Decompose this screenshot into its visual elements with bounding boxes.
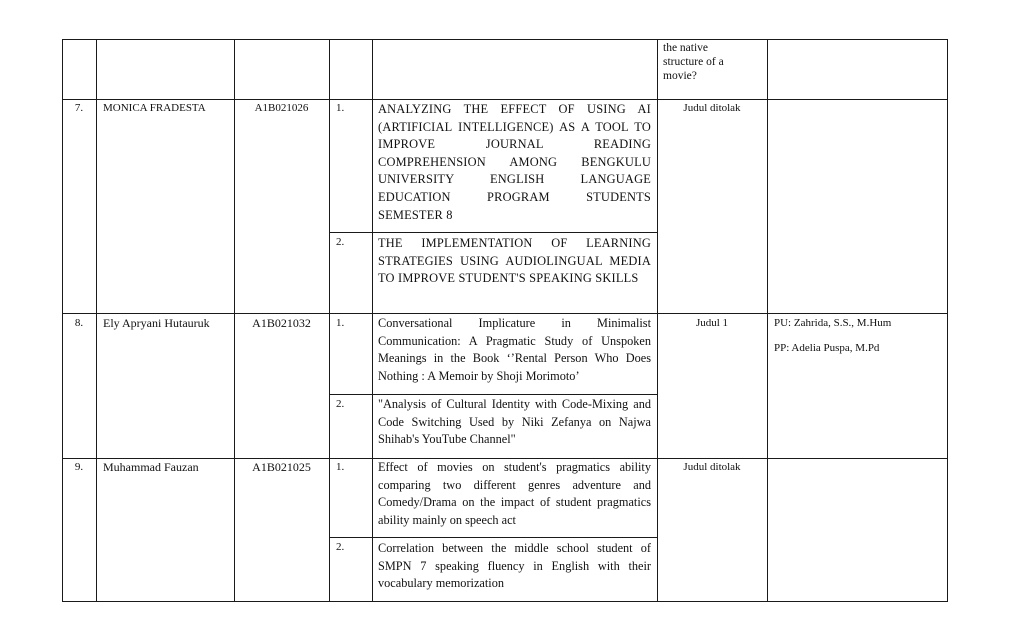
student-nim: A1B021032 (252, 316, 311, 330)
title-text: Correlation between the middle school student of SMPN 7 speaking fluency in English with their vocabulary memorization (378, 541, 651, 591)
title-index: 2. (336, 236, 345, 248)
status-line: the native (663, 42, 709, 54)
column-divider (767, 39, 768, 602)
status-cell (663, 41, 763, 83)
table-border-bottom (62, 601, 948, 602)
title-divider (329, 537, 658, 538)
column-divider (96, 39, 97, 602)
title-text: THE IMPLEMENTATION OF LEARNING STRATEGIES USING AUDIOLINGUAL MEDIA TO IMPROVE STUDENT'S SPEAKING SKILLS (378, 236, 651, 286)
status-line: movie? (663, 70, 697, 82)
title-index: 2. (336, 541, 345, 553)
status-cell: Judul 1 (695, 317, 729, 329)
title-divider (329, 232, 658, 233)
column-divider (372, 39, 373, 602)
title-text: ANALYZING THE EFFECT OF USING AI (ARTIFICIAL INTELLIGENCE) AS A TOOL TO IMPROVE JOURNAL READING COMPREHENSION AMONG BENGKULU UNIVERSITY ENGLISH LANGUAGE EDUCATION PROGRAM STUDENTS SEMESTER 8 (378, 102, 651, 222)
row-number: 8. (74, 317, 84, 329)
title-index: 1. (336, 102, 345, 114)
row-number: 9. (74, 461, 84, 473)
supervisor-secondary: PP: Adelia Puspa, M.Pd (774, 342, 880, 354)
status-cell: Judul ditolak (683, 461, 741, 473)
title-divider (329, 394, 658, 395)
title-index: 1. (336, 317, 345, 329)
student-name: MONICA FRADESTA (103, 102, 206, 114)
title-text: "Analysis of Cultural Identity with Code-Mixing and Code Switching Used by Niki Zefanya on Najwa Shihab's YouTube Channel" (378, 397, 651, 447)
supervisor-primary: PU: Zahrida, S.S., M.Hum (774, 317, 892, 329)
row-divider (62, 313, 948, 314)
title-text: Conversational Implicature in Minimalist Communication: A Pragmatic Study of Unspoken Meanings in the Book ‘’Rental Person Who Does Nothing : A Memoir by Shoji Morimoto’ (378, 316, 651, 383)
column-divider (329, 39, 330, 602)
title-index: 2. (336, 398, 345, 410)
title-text: Effect of movies on student's pragmatics ability comparing two different genres adventure and Comedy/Drama on the impact of student pragmatics ability mainly on speech act (378, 460, 651, 527)
student-nim: A1B021025 (252, 460, 311, 474)
student-name: Muhammad Fauzan (103, 460, 199, 474)
row-divider (62, 99, 948, 100)
table-border-right (947, 39, 948, 602)
student-nim: A1B021026 (254, 102, 309, 114)
student-name: Ely Apryani Hutauruk (103, 316, 210, 330)
status-cell: Judul ditolak (683, 102, 741, 114)
status-line: structure of a (663, 56, 724, 68)
table-border-top (62, 39, 948, 40)
title-index: 1. (336, 461, 345, 473)
row-number: 7. (74, 102, 84, 114)
